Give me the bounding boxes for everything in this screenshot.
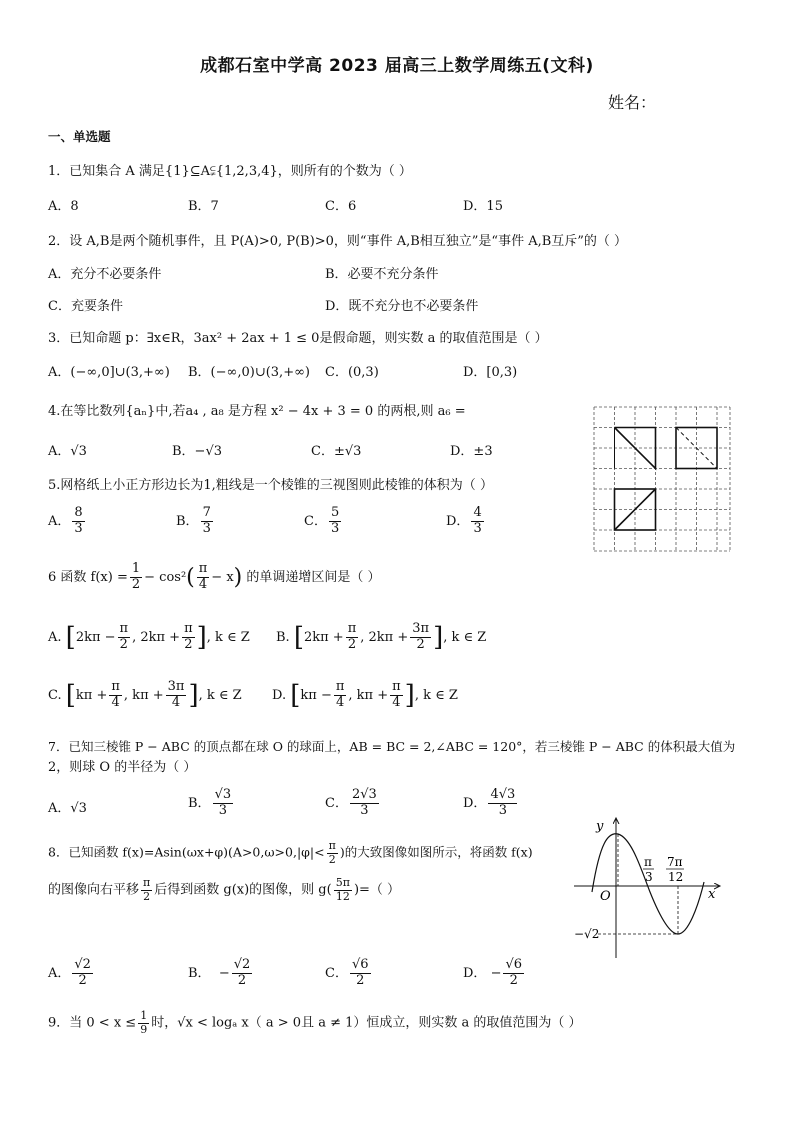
- q7-option-b: B． $\frac{√3}{3}$: [188, 787, 232, 818]
- page-title: 成都石室中学高 2023 届高三上数学周练五(文科): [200, 56, 594, 76]
- q8-option-a: A． $\frac{√2}{2}$: [48, 957, 91, 988]
- q3-stem: 3．已知命题 p：∃x∈R，3ax² + 2ax + 1 ≤ 0是假命题，则实数 a 的取值范围是（ ）: [48, 331, 548, 346]
- origin-label: O: [600, 889, 611, 904]
- q1-option-c: C．6: [325, 199, 357, 214]
- q5-option-c: C． $\frac{5}{3}$: [304, 505, 340, 536]
- q8-option-c: C． $\frac{√6}{2}$: [325, 957, 369, 988]
- q6-option-b: B. [2kπ + $\frac{\pi}{2}$ , 2kπ + $\frac{3\pi}{2}$ ], k ∈ Z: [276, 621, 487, 653]
- q7-option-c: C． $\frac{2√3}{3}$: [325, 787, 377, 818]
- q4-option-a: A．√3: [48, 444, 87, 459]
- q6-option-a: A. [2kπ − $\frac{\pi}{2}$ , 2kπ + $\frac{\pi}{2}$ ], k ∈ Z: [48, 621, 250, 653]
- q2-option-b: B．必要不充分条件: [325, 267, 439, 282]
- y-label: y: [596, 819, 604, 834]
- q5-option-b: B． $\frac{7}{3}$: [176, 505, 211, 536]
- min-label: −√2: [574, 927, 600, 941]
- q6-option-c: C. [kπ + $\frac{\pi}{4}$ , kπ + $\frac{3\pi}{4}$ ], k ∈ Z: [48, 679, 242, 711]
- q2-stem: 2．设 A,B是两个随机事件，且 P(A)>0, P(B)>0，则“事件 A,B相互独立”是“事件 A,B互斥”的（ ）: [48, 234, 628, 249]
- tick2-den: 12: [668, 870, 684, 884]
- tick1-den: 3: [645, 870, 653, 884]
- q9-stem: 9．当 0 < x ≤ $\frac{1}{9}$ 时，√x < logₐ x（ a > 0且 a ≠ 1）恒成立，则实数 a 的取值范围为（ ）: [48, 1009, 582, 1036]
- q7-option-a: A．√3: [48, 801, 87, 816]
- q3-option-d: D．[0,3): [463, 365, 518, 380]
- q7-stem-line2: 2，则球 O 的半径为（ ）: [48, 760, 197, 775]
- q2-option-a: A．充分不必要条件: [48, 267, 162, 282]
- tick2-num: 7π: [667, 855, 683, 869]
- q3-option-c: C．(0,3): [325, 365, 379, 380]
- sine-graph: [570, 812, 730, 962]
- q6-stem: 6 函数 f(x) = $\frac{1}{2}$ − cos²( $\frac{\pi}{4}$ − x) 的单调递增区间是（ ）: [48, 561, 381, 592]
- q3-option-a: A．(−∞,0]∪(3,+∞): [48, 365, 170, 380]
- q6-option-d: D. [kπ − $\frac{\pi}{4}$ , kπ + $\frac{\pi}{4}$ ], k ∈ Z: [272, 679, 458, 711]
- tick1-num: π: [644, 855, 652, 869]
- q8-option-b: B． − $\frac{√2}{2}$: [188, 957, 251, 988]
- q5-option-a: A． $\frac{8}{3}$: [48, 505, 83, 536]
- q8-stem-line2: 的图像向右平移 $\frac{\pi}{2}$ 后得到函数 g(x)的图像，则 g( $\frac{5\pi}{12}$ )=（ ）: [48, 876, 401, 903]
- q8-option-d: D． − $\frac{√6}{2}$: [463, 957, 523, 988]
- q1-option-a: A．8: [48, 199, 79, 214]
- q3-option-b: B．(−∞,0)∪(3,+∞): [188, 365, 310, 380]
- q5-stem: 5.网格纸上小正方形边长为1,粗线是一个棱锥的三视图则此棱锥的体积为（ ）: [48, 478, 493, 493]
- name-label: 姓名：: [608, 93, 657, 112]
- q1-option-d: D．15: [463, 199, 503, 214]
- q7-stem-line1: 7．已知三棱锥 P − ABC 的顶点都在球 O 的球面上，AB = BC = 2,∠ABC = 120°，若三棱锥 P − ABC 的体积最大值为: [48, 739, 736, 754]
- q4-stem: 4.在等比数列{aₙ}中,若a₄ , a₈ 是方程 x² − 4x + 3 = 0 的两根,则 a₆ =: [48, 404, 466, 419]
- q2-option-c: C．充要条件: [48, 299, 123, 314]
- q4-option-d: D．±3: [450, 444, 493, 459]
- q7-option-d: D． $\frac{4√3}{3}$: [463, 787, 516, 818]
- q4-option-b: B．−√3: [172, 444, 223, 459]
- q1-option-b: B．7: [188, 199, 219, 214]
- x-label: x: [708, 887, 716, 902]
- q8-stem-line1: 8．已知函数 f(x)=Asin(ωx+φ)(A>0,ω>0,|φ|< $\frac{\pi}{2}$ )的大致图像如图所示，将函数 f(x): [48, 839, 533, 866]
- q1-stem: 1．已知集合 A 满足{1}⊆A⫋{1,2,3,4}，则所有的个数为（ ）: [48, 164, 412, 179]
- section-heading: 一、单选题: [48, 129, 111, 144]
- q5-option-d: D． $\frac{4}{3}$: [446, 505, 482, 536]
- three-view-figure: [592, 405, 732, 553]
- q4-option-c: C．±√3: [311, 444, 362, 459]
- q2-option-d: D．既不充分也不必要条件: [325, 299, 479, 314]
